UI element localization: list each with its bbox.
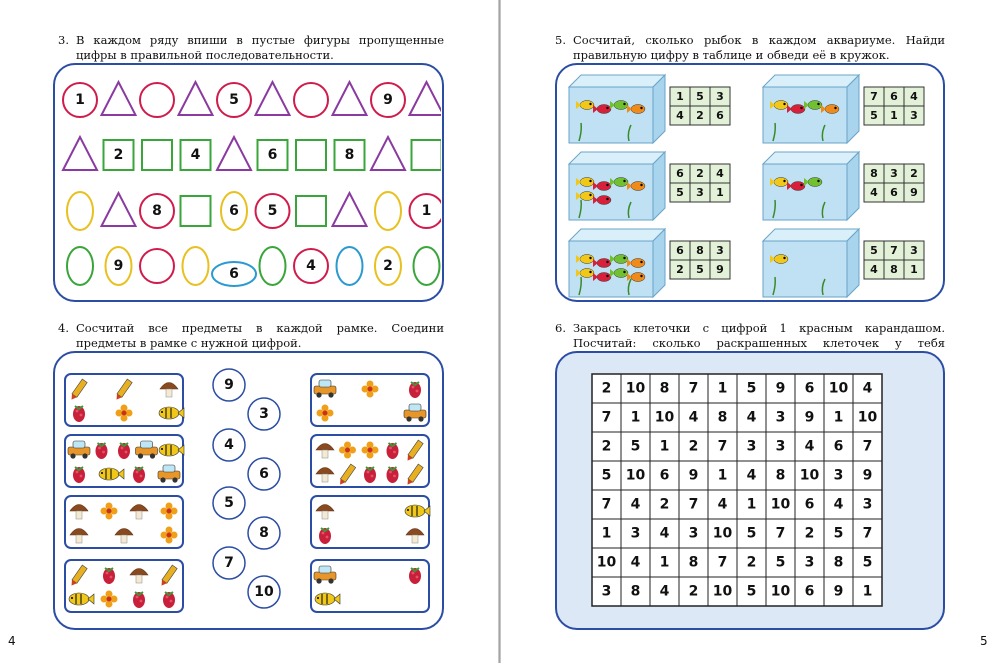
shape-square xyxy=(181,196,211,226)
table-cell-value: 8 xyxy=(890,263,898,276)
shape-label: 9 xyxy=(383,92,393,108)
aquarium xyxy=(763,75,859,143)
grid-cell-value: 9 xyxy=(862,467,873,484)
grid-cell-value: 3 xyxy=(775,438,786,455)
grid-cell-value: 1 xyxy=(659,554,670,571)
grid-cell-value: 4 xyxy=(746,409,757,426)
grid-cell-value: 10 xyxy=(770,583,791,600)
grid-cell-value: 7 xyxy=(688,380,699,397)
grid-cell-value: 5 xyxy=(630,438,641,455)
raspberry-icon xyxy=(409,382,421,398)
grid-cell-value: 5 xyxy=(833,525,844,542)
grid-cell-value: 2 xyxy=(601,380,612,397)
table-cell-value: 4 xyxy=(716,167,724,180)
grid-cell-value: 2 xyxy=(804,525,815,542)
task4-title: 4. Сосчитай все предметы в каждой рамке. Соедини предметы в рамке с нужной цифрой. xyxy=(58,321,444,350)
number-circle-label: 3 xyxy=(259,406,269,422)
grid-cell-value: 5 xyxy=(746,525,757,542)
grid-cell-value: 7 xyxy=(601,409,612,426)
table-cell-value: 7 xyxy=(890,244,898,257)
table-cell-value: 3 xyxy=(696,186,704,199)
number-table xyxy=(670,164,730,202)
table-cell-value: 3 xyxy=(716,244,724,257)
shape-circle xyxy=(294,83,328,117)
raspberry-icon xyxy=(364,467,376,483)
number-grid xyxy=(557,353,942,627)
table-cell-value: 6 xyxy=(890,186,898,199)
shape-square xyxy=(296,196,326,226)
grid-cell-value: 3 xyxy=(601,583,612,600)
grid-cell-value: 1 xyxy=(630,409,641,426)
shape-triangle xyxy=(256,82,290,115)
table-cell-value: 1 xyxy=(890,109,898,122)
table-cell-value: 4 xyxy=(676,109,684,122)
page-seam xyxy=(498,0,501,663)
grid-cell-value: 10 xyxy=(828,380,849,397)
grid-cell-value: 1 xyxy=(717,467,728,484)
page-number-left: 4 xyxy=(8,634,16,648)
grid-cell-value: 5 xyxy=(862,554,873,571)
grid-cell-value: 3 xyxy=(688,525,699,542)
grid-cell-value: 4 xyxy=(746,467,757,484)
shape-square xyxy=(412,140,442,170)
shape-label: 1 xyxy=(421,203,432,219)
raspberry-icon xyxy=(163,592,175,608)
shape-label: 5 xyxy=(267,203,278,219)
grid-cell-value: 7 xyxy=(717,554,728,571)
shape-label: 5 xyxy=(229,92,239,108)
grid-cell-value: 7 xyxy=(862,438,873,455)
grid-cell-value: 1 xyxy=(717,380,728,397)
grid-cell-value: 9 xyxy=(775,380,786,397)
raspberry-icon xyxy=(73,406,85,422)
shape-oval xyxy=(183,247,209,285)
shape-triangle xyxy=(63,137,97,170)
grid-cell-value: 7 xyxy=(775,525,786,542)
task6-title: 6. Закрась клеточки с цифрой 1 красным карандашом. Посчитай: сколько раскрашенных клеточек у тебя xyxy=(555,321,945,350)
shape-oval xyxy=(414,247,440,285)
table-cell-value: 2 xyxy=(696,167,704,180)
shape-triangle xyxy=(371,137,405,170)
aquariums-area xyxy=(557,65,942,299)
grid-cell-value: 2 xyxy=(601,438,612,455)
grid-cell-value: 6 xyxy=(833,438,844,455)
grid-cell-value: 2 xyxy=(746,554,757,571)
task3-panel xyxy=(53,63,444,302)
shape-label: 6 xyxy=(229,266,239,282)
number-table xyxy=(670,87,730,125)
grid-cell-value: 6 xyxy=(804,496,815,513)
grid-cell-value: 5 xyxy=(775,554,786,571)
raspberry-icon xyxy=(387,467,399,483)
grid-cell-value: 7 xyxy=(601,496,612,513)
raspberry-icon xyxy=(103,568,115,584)
grid-cell-value: 4 xyxy=(659,583,670,600)
aquarium xyxy=(569,75,665,143)
grid-cell-value: 4 xyxy=(717,496,728,513)
grid-cell-value: 5 xyxy=(746,380,757,397)
grid-cell-value: 4 xyxy=(688,409,699,426)
number-table xyxy=(670,241,730,279)
shape-oval xyxy=(375,192,401,230)
grid-cell-value: 8 xyxy=(717,409,728,426)
raspberry-icon xyxy=(96,443,108,459)
grid-cell-value: 1 xyxy=(601,525,612,542)
grid-cell-value: 10 xyxy=(625,380,646,397)
table-cell-value: 6 xyxy=(676,244,684,257)
raspberry-icon xyxy=(133,592,145,608)
grid-cell-value: 8 xyxy=(688,554,699,571)
number-table xyxy=(864,87,924,125)
shape-oval xyxy=(67,247,93,285)
grid-cell-value: 10 xyxy=(770,496,791,513)
grid-cell-value: 2 xyxy=(688,438,699,455)
grid-cell-value: 3 xyxy=(804,554,815,571)
number-circle-label: 9 xyxy=(224,377,234,393)
table-cell-value: 2 xyxy=(696,109,704,122)
table-cell-value: 4 xyxy=(910,90,918,103)
table-cell-value: 7 xyxy=(870,90,878,103)
grid-cell-value: 10 xyxy=(596,554,617,571)
shape-label: 1 xyxy=(75,92,85,108)
shape-triangle xyxy=(333,82,367,115)
grid-cell-value: 8 xyxy=(833,554,844,571)
aquarium xyxy=(763,152,859,220)
table-cell-value: 9 xyxy=(716,263,724,276)
grid-cell-value: 1 xyxy=(833,409,844,426)
table-cell-value: 2 xyxy=(676,263,684,276)
grid-cell-value: 10 xyxy=(857,409,878,426)
table-cell-value: 6 xyxy=(716,109,724,122)
grid-cell-value: 7 xyxy=(688,496,699,513)
page-number-right: 5 xyxy=(980,634,988,648)
number-circle-label: 8 xyxy=(259,525,269,541)
grid-cell-value: 9 xyxy=(833,583,844,600)
grid-cell-value: 3 xyxy=(833,467,844,484)
grid-cell-value: 4 xyxy=(804,438,815,455)
table-cell-value: 5 xyxy=(676,186,684,199)
number-circle-label: 6 xyxy=(259,466,269,482)
raspberry-icon xyxy=(73,467,85,483)
raspberry-icon xyxy=(387,443,399,459)
grid-cell-value: 10 xyxy=(654,409,675,426)
table-cell-value: 6 xyxy=(890,90,898,103)
shape-label: 4 xyxy=(190,147,201,163)
task6-panel xyxy=(555,351,945,630)
grid-cell-value: 3 xyxy=(746,438,757,455)
table-cell-value: 2 xyxy=(910,167,918,180)
grid-cell-value: 4 xyxy=(630,554,641,571)
raspberry-icon xyxy=(409,568,421,584)
grid-cell-value: 3 xyxy=(862,496,873,513)
grid-cell-value: 10 xyxy=(712,525,733,542)
shape-triangle xyxy=(102,193,136,226)
task5-title: 5. Сосчитай, сколько рыбок в каждом аквариуме. Найди правильную цифру в таблице и обведи её в кружок. xyxy=(555,33,945,62)
table-cell-value: 3 xyxy=(890,167,898,180)
shape-oval xyxy=(337,247,363,285)
shape-triangle xyxy=(410,82,442,115)
number-circle-label: 10 xyxy=(254,584,274,600)
grid-cell-value: 4 xyxy=(862,380,873,397)
grid-cell-value: 6 xyxy=(659,467,670,484)
grid-cell-value: 2 xyxy=(659,496,670,513)
grid-cell-value: 3 xyxy=(630,525,641,542)
number-circle-label: 4 xyxy=(224,437,234,453)
table-cell-value: 1 xyxy=(910,263,918,276)
table-cell-value: 1 xyxy=(716,186,724,199)
shape-oval xyxy=(260,247,286,285)
shape-label: 2 xyxy=(113,147,124,163)
shape-circle xyxy=(140,83,174,117)
task5-panel xyxy=(555,63,945,302)
shape-circle xyxy=(140,249,174,283)
grid-cell-value: 8 xyxy=(630,583,641,600)
aquarium xyxy=(569,229,665,297)
shape-triangle xyxy=(333,193,367,226)
grid-cell-value: 10 xyxy=(625,467,646,484)
grid-cell-value: 8 xyxy=(659,380,670,397)
shape-label: 6 xyxy=(267,147,278,163)
table-cell-value: 5 xyxy=(870,244,878,257)
table-cell-value: 9 xyxy=(910,186,918,199)
shape-square xyxy=(142,140,172,170)
grid-cell-value: 7 xyxy=(717,438,728,455)
grid-cell-value: 3 xyxy=(775,409,786,426)
table-cell-value: 3 xyxy=(910,109,918,122)
grid-cell-value: 7 xyxy=(862,525,873,542)
shape-label: 9 xyxy=(113,258,124,274)
grid-cell-value: 1 xyxy=(862,583,873,600)
grid-cell-value: 9 xyxy=(804,409,815,426)
grid-cell-value: 4 xyxy=(659,525,670,542)
table-cell-value: 5 xyxy=(696,90,704,103)
table-cell-value: 5 xyxy=(870,109,878,122)
grid-cell-value: 1 xyxy=(659,438,670,455)
shape-square xyxy=(296,140,326,170)
number-circle-label: 5 xyxy=(224,495,234,511)
grid-cell-value: 4 xyxy=(833,496,844,513)
shape-label: 2 xyxy=(383,258,393,274)
raspberry-icon xyxy=(319,528,331,544)
table-cell-value: 8 xyxy=(870,167,878,180)
shapes-rows xyxy=(55,65,441,299)
table-cell-value: 5 xyxy=(696,263,704,276)
grid-cell-value: 5 xyxy=(601,467,612,484)
shape-label: 4 xyxy=(306,258,316,274)
number-table xyxy=(864,164,924,202)
grid-cell-value: 8 xyxy=(775,467,786,484)
table-cell-value: 8 xyxy=(696,244,704,257)
raspberry-icon xyxy=(133,467,145,483)
table-cell-value: 3 xyxy=(716,90,724,103)
table-cell-value: 6 xyxy=(676,167,684,180)
grid-cell-value: 2 xyxy=(688,583,699,600)
table-cell-value: 1 xyxy=(676,90,684,103)
grid-cell-value: 9 xyxy=(688,467,699,484)
shape-oval xyxy=(67,192,93,230)
grid-cell-value: 4 xyxy=(630,496,641,513)
grid-cell-value: 6 xyxy=(804,583,815,600)
number-table xyxy=(864,241,924,279)
aquarium xyxy=(763,229,859,297)
counting-area xyxy=(55,353,441,627)
task3-title: 3. В каждом ряду впиши в пустые фигуры пропущенные цифры в правильной последовательности. xyxy=(58,33,444,62)
shape-label: 8 xyxy=(152,203,162,219)
task4-panel xyxy=(53,351,444,630)
grid-cell-value: 10 xyxy=(712,583,733,600)
grid-cell-value: 5 xyxy=(746,583,757,600)
grid-cell-value: 1 xyxy=(746,496,757,513)
raspberry-icon xyxy=(118,443,130,459)
shape-label: 6 xyxy=(229,203,239,219)
table-cell-value: 3 xyxy=(910,244,918,257)
grid-cell-value: 10 xyxy=(799,467,820,484)
grid-cell-value: 6 xyxy=(804,380,815,397)
shape-triangle xyxy=(217,137,251,170)
shape-triangle xyxy=(179,82,213,115)
table-cell-value: 4 xyxy=(870,186,878,199)
shape-label: 8 xyxy=(344,147,355,163)
aquarium xyxy=(569,152,665,220)
table-cell-value: 4 xyxy=(870,263,878,276)
shape-triangle xyxy=(102,82,136,115)
number-circle-label: 7 xyxy=(224,555,234,571)
